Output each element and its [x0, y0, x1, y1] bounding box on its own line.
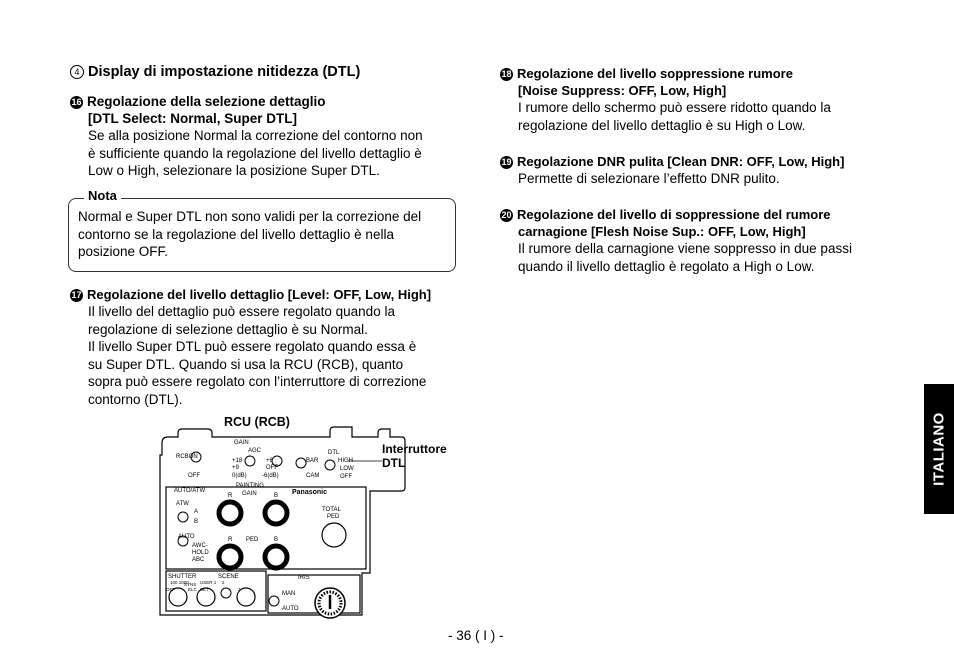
label-scene: SCENE	[218, 574, 239, 580]
item-20	[500, 206, 910, 275]
item-heading: Regolazione DNR pulita [Clean DNR: OFF, Low, High]	[517, 154, 845, 169]
label-auto: AUTO	[178, 534, 195, 540]
label-brand: Panasonic	[292, 489, 328, 496]
callout-label	[382, 442, 447, 470]
label-high: HIGH	[338, 458, 353, 464]
atw-switch-icon	[178, 512, 188, 522]
label-set: SET	[200, 587, 209, 592]
item-body-line: I rumore dello schermo può essere ridotto quando la	[518, 100, 831, 115]
bar-cam-switch-icon	[296, 458, 306, 468]
item-body-line: Il livello del dettaglio può essere regolato quando la	[88, 304, 395, 319]
item-heading: Regolazione del livello dettaglio [Level: OFF, Low, High]	[87, 287, 432, 302]
dtl-switch-icon	[325, 460, 335, 470]
item-number: 19	[501, 157, 512, 167]
label-shutter: SHUTTER	[168, 574, 197, 580]
nota-line: posizione OFF.	[78, 244, 169, 260]
item-19	[500, 153, 910, 188]
item-heading: Regolazione della selezione dettaglio	[87, 94, 326, 109]
item-heading-line2: carnagione [Flesh Noise Sup.: OFF, Low, High]	[518, 224, 806, 239]
label-auto2: AUTO	[282, 606, 299, 612]
item-heading: Regolazione del livello di soppressione del rumore	[517, 207, 831, 222]
label-b2: B	[194, 519, 199, 525]
iris-dial-icon	[315, 588, 345, 618]
label-low: LOW	[340, 466, 354, 472]
label-0db: 0(dB)	[232, 473, 247, 479]
callout-line2: DTL	[382, 456, 406, 470]
label-elc: ELC	[188, 587, 197, 592]
figure-title: RCU (RCB)	[224, 415, 290, 429]
item-body-line: è sufficiente quando la regolazione del livello dettaglio è	[88, 145, 422, 161]
item-body-line: Se alla posizione Normal la correzione del contorno non	[88, 128, 423, 143]
callout-line1: Interruttore	[382, 442, 447, 456]
label-total: TOTAL	[322, 507, 341, 513]
side-tab	[924, 384, 954, 514]
item-16	[70, 93, 470, 180]
item-heading-line2: [Noise Suppress: OFF, Low, High]	[518, 83, 727, 98]
item-body-line: su Super DTL. Quando si usa la RCU (RCB), quanto	[88, 356, 404, 372]
label-auto-atw: AUTO/ATW	[174, 488, 206, 494]
label-b: B	[274, 493, 279, 499]
item-heading-line2: [DTL Select: Normal, Super DTL]	[88, 111, 298, 126]
gain-switch-icon	[245, 456, 255, 466]
label-bar: BAR	[306, 458, 319, 464]
label-off4: OFF	[166, 587, 175, 592]
item-number: 20	[501, 210, 512, 220]
page-number: - 36 ( I ) -	[448, 628, 504, 643]
label-agc: AGC	[248, 448, 262, 454]
r-ped-knob-icon	[219, 546, 241, 568]
label-plus9: +9	[232, 465, 239, 471]
item-body-line: Il rumore della carnagione viene soppresso in due passi	[518, 241, 852, 256]
label-dtl: DTL	[328, 450, 340, 456]
section-title: Display di impostazione nitidezza (DTL)	[88, 64, 361, 80]
label-hold: HOLD	[192, 550, 209, 556]
b-ped-knob-icon	[265, 546, 287, 568]
item-number: 18	[501, 69, 512, 79]
section-heading	[70, 64, 360, 81]
nota-text	[78, 208, 448, 261]
label-user: USER 1	[200, 580, 217, 585]
label-b3: B	[274, 537, 279, 543]
man-auto-switch-icon	[269, 596, 279, 606]
item-number: 17	[71, 290, 82, 300]
scene-switch-icon	[221, 588, 231, 598]
nota-line: contorno se la regolazione del livello dettaglio è nella	[78, 226, 394, 242]
r-gain-knob-icon	[219, 502, 241, 524]
item-18	[500, 65, 900, 134]
label-three: 3	[238, 587, 241, 592]
label-ped: PED	[327, 514, 340, 520]
item-number: 16	[71, 97, 82, 107]
total-ped-knob-icon	[322, 523, 346, 547]
label-rcbon: RCBON	[176, 454, 198, 460]
item-body-line: Permette di selezionare l’effetto DNR pulito.	[518, 171, 780, 186]
nota-label: Nota	[84, 188, 121, 203]
section-number: 4	[70, 65, 84, 79]
label-off2: OFF	[266, 465, 278, 471]
label-man: MAN	[282, 591, 296, 597]
label-plus18: +18	[232, 458, 243, 464]
label-ped2: PED	[246, 537, 259, 543]
item-heading: Regolazione del livello soppressione rumore	[517, 66, 793, 81]
item-body-line: Il livello Super DTL può essere regolato quando essa è	[88, 339, 417, 355]
label-gain: GAIN	[234, 440, 249, 446]
label-awc: AWC-	[192, 543, 208, 549]
b-gain-knob-icon	[265, 502, 287, 524]
label-minus6: -6(dB)	[262, 473, 279, 479]
label-a: A	[194, 509, 199, 515]
label-two: 2	[222, 580, 225, 585]
label-off: OFF	[188, 473, 200, 479]
nota-line: Normal e Super DTL non sono validi per la correzione del	[78, 209, 422, 224]
label-iris: IRIS	[298, 575, 310, 581]
item-body-line: Low o High, selezionare la posizione Super DTL.	[88, 163, 380, 179]
label-cam: CAM	[306, 473, 320, 479]
label-plus6: +6	[266, 458, 273, 464]
item-body-line: sopra può essere regolato con l’interruttore di correzione	[88, 374, 427, 390]
side-tab-label: ITALIANO	[930, 412, 948, 486]
item-body-line: regolazione del livello dettaglio è su High o Low.	[518, 117, 806, 133]
label-painting: PAINTING	[236, 483, 264, 489]
label-gain2: GAIN	[242, 491, 257, 497]
label-off3: OFF	[340, 474, 352, 480]
item-17	[70, 286, 470, 409]
label-r2: R	[228, 537, 233, 543]
label-atw: ATW	[176, 501, 189, 507]
label-abc: ABC	[192, 557, 205, 563]
item-body-line: regolazione di selezione dettaglio è su Normal.	[88, 321, 368, 337]
item-body-line: contorno (DTL).	[88, 391, 183, 407]
label-syns: SYNS	[184, 582, 197, 587]
item-body-line: quando il livello dettaglio è regolato a High o Low.	[518, 258, 815, 274]
label-shutter-vals: 100 1000	[170, 580, 189, 585]
label-r: R	[228, 493, 233, 499]
